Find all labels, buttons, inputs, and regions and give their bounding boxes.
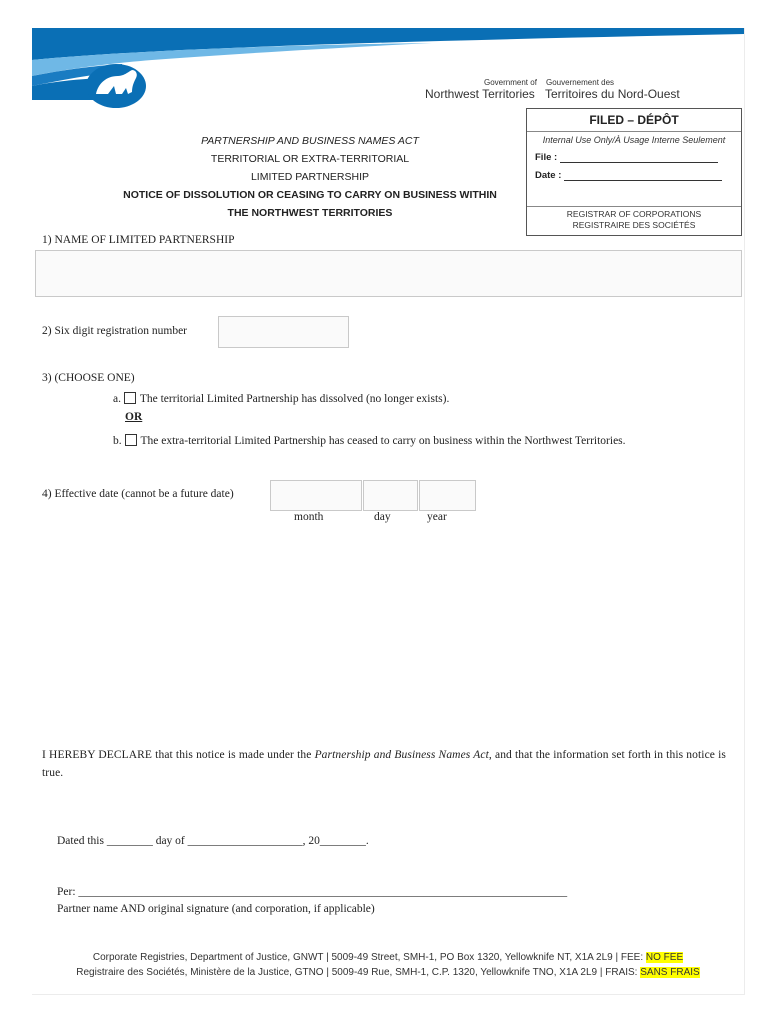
footer-fr-text: Registraire des Sociétés, Ministère de la Justice, GTNO | 5009-49 Rue, SMH-1, C.P. 1320, Yellowknife TNO, X1A 2L9 | FRAIS:: [76, 967, 641, 978]
gov-fr-large: Territoires du Nord-Ouest: [545, 87, 680, 101]
filed-office-box: [526, 108, 742, 236]
filed-registrar: [527, 206, 741, 235]
title-line-3: LIMITED PARTNERSHIP: [250, 171, 370, 183]
per-signature-line: Per: _____________________________________________________________________________________: [57, 886, 568, 898]
form-title: [105, 132, 515, 222]
q1-label: 1) NAME OF LIMITED PARTNERSHIP: [42, 234, 235, 246]
footer-en: [32, 950, 744, 965]
month-caption: month: [294, 511, 324, 523]
q4-label: 4) Effective date (cannot be a future date): [42, 488, 234, 500]
filed-file-label: File :: [535, 152, 558, 163]
q3-b-text: The extra-territorial Limited Partnership has ceased to carry on business within the Northwest Territories.: [140, 435, 626, 447]
gov-en-small: Government of: [484, 78, 537, 87]
government-en: [425, 78, 537, 101]
footer-fr: [32, 965, 744, 980]
government-fr: [545, 78, 680, 101]
footer-en-text: Corporate Registries, Department of Justice, GNWT | 5009-49 Street, SMH-1, PO Box 1320, Yellowknife NT, X1A 2L9 | FEE:: [92, 952, 646, 963]
registration-number-input[interactable]: [218, 316, 349, 348]
q3-b-letter: b.: [113, 435, 122, 447]
year-caption: year: [427, 511, 447, 523]
footer-fr-fee: SANS FRAIS: [640, 967, 700, 978]
q3-a-text: The territorial Limited Partnership has dissolved (no longer exists).: [139, 393, 450, 405]
filed-date-label: Date :: [535, 170, 562, 181]
title-act: PARTNERSHIP AND BUSINESS NAMES ACT: [201, 135, 419, 147]
filed-date-line: [564, 170, 722, 181]
filed-title: FILED – DÉPÔT: [527, 109, 741, 132]
q3-a-checkbox[interactable]: [124, 392, 136, 404]
partnership-name-input[interactable]: [35, 250, 742, 297]
q3-option-a: [113, 392, 449, 405]
footer-en-fee: NO FEE: [645, 952, 684, 963]
registrar-en: REGISTRAR OF CORPORATIONS: [566, 209, 702, 219]
gov-en-large: Northwest Territories: [425, 87, 535, 101]
title-line-5: THE NORTHWEST TERRITORIES: [227, 207, 393, 219]
q2-label: 2) Six digit registration number: [42, 325, 188, 337]
dated-line: Dated this ________ day of ____________________, 20________.: [57, 835, 369, 847]
declaration-suffix: , and that the information set forth in this notice is true.: [42, 749, 726, 779]
q3-b-checkbox[interactable]: [125, 434, 137, 446]
footer: [32, 950, 744, 980]
declaration-text: [42, 746, 726, 782]
q3-or: OR: [125, 411, 143, 423]
filed-date-row: [527, 170, 741, 181]
q3-option-b: [113, 434, 626, 447]
q3-label-text: 3) (CHOOSE ONE): [42, 372, 135, 384]
effective-day-input[interactable]: [363, 480, 418, 511]
effective-year-input[interactable]: [419, 480, 476, 511]
q3-label: [42, 372, 135, 384]
signature-caption: Partner name AND original signature (and corporation, if applicable): [57, 903, 375, 915]
polar-bear-logo-icon: [86, 64, 146, 108]
filed-file-row: [527, 152, 741, 163]
filed-subtitle: Internal Use Only/À Usage Interne Seulement: [542, 135, 726, 145]
title-line-4: NOTICE OF DISSOLUTION OR CEASING TO CARRY ON BUSINESS WITHIN: [123, 189, 497, 201]
signature-block: [57, 884, 567, 918]
day-caption: day: [374, 511, 391, 523]
declaration-act: Partnership and Business Names Act: [314, 749, 489, 761]
gov-fr-small: Gouvernement des: [546, 78, 615, 87]
filed-file-line: [560, 152, 718, 163]
title-line-2: TERRITORIAL OR EXTRA-TERRITORIAL: [210, 153, 410, 165]
effective-month-input[interactable]: [270, 480, 362, 511]
registrar-fr: REGISTRAIRE DES SOCIÉTÉS: [572, 220, 696, 230]
q3-a-letter: a.: [113, 393, 121, 405]
declaration-prefix: I HEREBY DECLARE that this notice is made under the: [42, 749, 315, 761]
